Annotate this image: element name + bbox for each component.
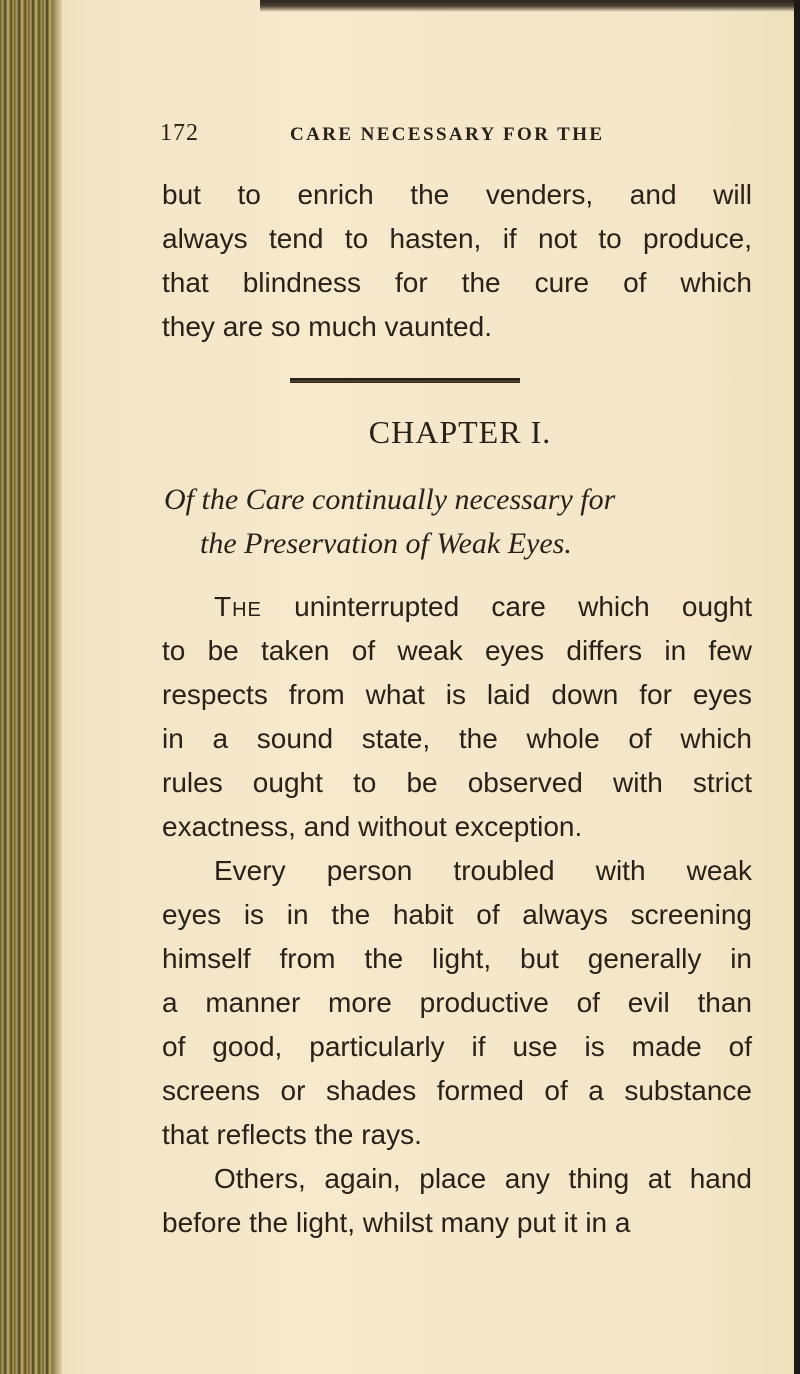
chapter-heading: CHAPTER I. xyxy=(368,414,552,450)
lead-line-rest: uninterrupted care which ought xyxy=(294,591,753,622)
text-line: always tend to hasten, if not to produce, xyxy=(162,223,752,254)
text-line: himself from the light, but generally in xyxy=(162,943,752,974)
chapter-subtitle xyxy=(164,478,754,566)
text-line: that reflects the rays. xyxy=(162,1119,422,1150)
running-title: CARE NECESSARY FOR THE xyxy=(290,124,605,145)
text-line: of good, particularly if use is made of xyxy=(162,1031,752,1062)
subtitle-line: the Preservation of Weak Eyes. xyxy=(200,527,572,560)
text-line: screens or shades formed of a substance xyxy=(162,1075,752,1106)
text-line: before the light, whilst many put it in a xyxy=(162,1207,631,1238)
text-line: in a sound state, the whole of which xyxy=(162,723,752,754)
text-line: they are so much vaunted. xyxy=(162,311,492,342)
text-line: Others, again, place any thing at hand xyxy=(214,1163,752,1194)
top-edge-shadow xyxy=(260,0,800,12)
text-line: that blindness for the cure of which xyxy=(162,267,752,298)
text-line xyxy=(162,585,752,629)
text-line: but to enrich the venders, and will xyxy=(162,179,752,210)
text-line: to be taken of weak eyes differs in few xyxy=(162,635,752,666)
subtitle-line: Of the Care continually necessary for xyxy=(164,483,616,516)
book-spine xyxy=(0,0,52,1374)
page-gutter xyxy=(52,0,62,1374)
page-number: 172 xyxy=(160,120,199,146)
text-line: exactness, and without exception. xyxy=(162,811,583,842)
right-page-edge xyxy=(794,0,800,1374)
text-line: eyes is in the habit of always screening xyxy=(162,899,752,930)
section-divider xyxy=(290,378,520,383)
lead-word: The xyxy=(214,591,262,622)
running-head xyxy=(160,120,700,152)
text-line: respects from what is laid down for eyes xyxy=(162,679,752,710)
text-line: a manner more productive of evil than xyxy=(162,987,752,1018)
paragraph-continued xyxy=(162,173,752,349)
text-line: rules ought to be observed with strict xyxy=(162,767,752,798)
text-line: Every person troubled with weak xyxy=(214,855,752,886)
chapter-body xyxy=(162,585,752,1245)
